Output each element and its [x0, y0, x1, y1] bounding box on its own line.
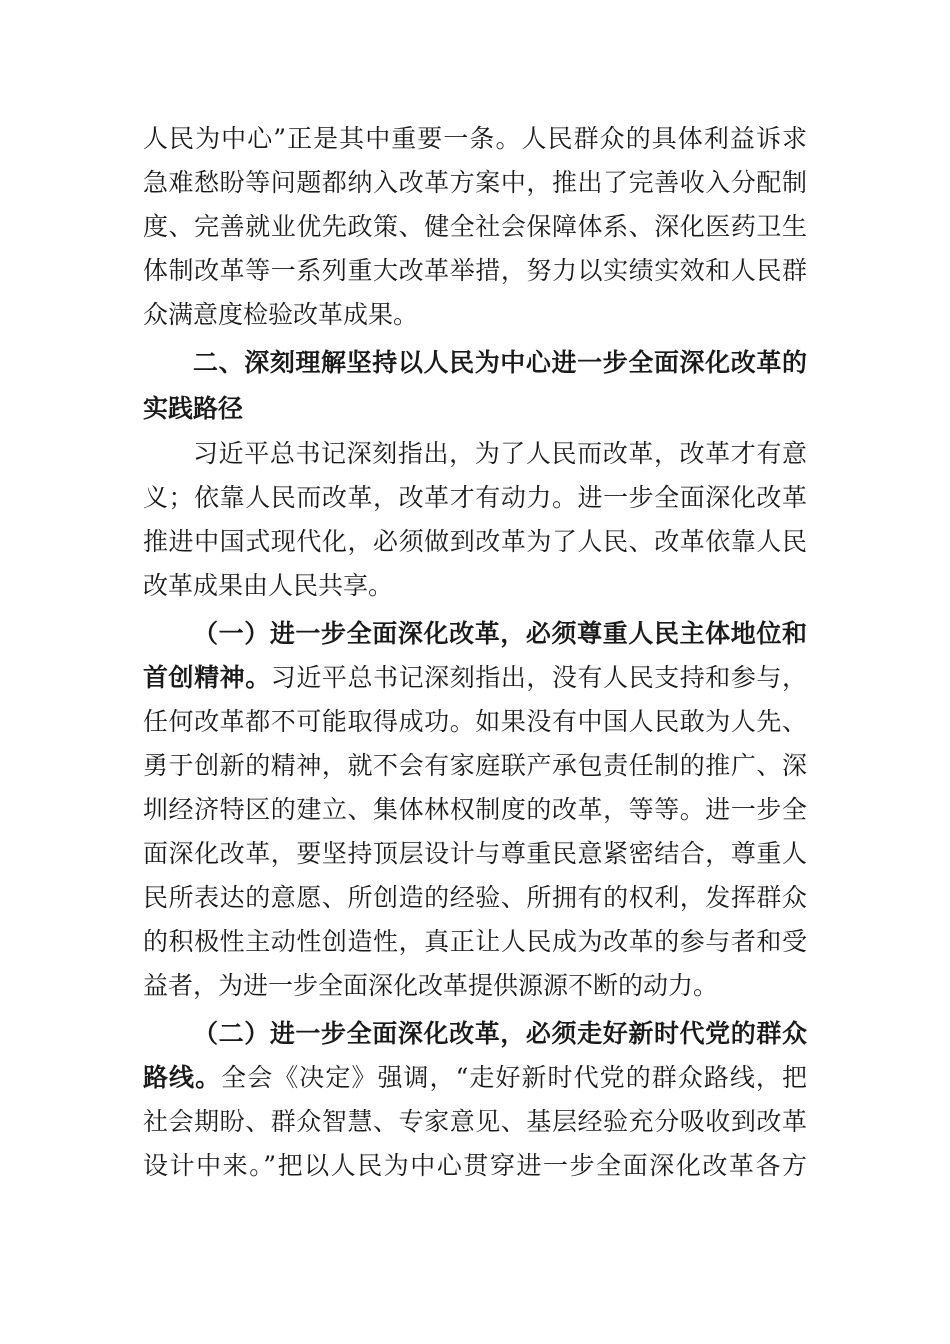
paragraph-4-line-2-text: 全会《决定》强调，“走好新时代党的群众路线，把: [221, 1063, 807, 1092]
paragraph-4-line-4: 设计中来。”把以人民为中心贯穿进一步全面深化改革各方: [143, 1151, 807, 1180]
paragraph-4-line-3: 社会期盼、群众智慧、专家意见、基层经验充分吸收到改革: [143, 1107, 807, 1136]
paragraph-3-line-3: 任何改革都不可能取得成功。如果没有中国人民敢为人先、: [143, 707, 807, 736]
subsection-2-title-line-2: 路线。: [143, 1063, 222, 1092]
paragraph-3-line-2-text: 习近平总书记深刻指出，没有人民支持和参与，: [270, 663, 807, 692]
paragraph-3-line-2: [143, 656, 807, 700]
paragraph-3-line-7: 民所表达的意愿、所创造的经验、所拥有的权利，发挥群众: [143, 883, 807, 912]
paragraph-2-line-3: 推进中国式现代化，必须做到改革为了人民、改革依靠人民: [143, 527, 807, 556]
section-heading-line-1: 二、深刻理解坚持以人民为中心进一步全面深化改革的: [193, 348, 807, 377]
paragraph-3-line-5: 圳经济特区的建立、集体林权制度的改革，等等。进一步全: [143, 795, 807, 824]
paragraph-4-line-2: [143, 1056, 807, 1100]
paragraph-3-line-8: 的积极性主动性创造性，真正让人民成为改革的参与者和受: [143, 927, 807, 956]
paragraph-1-line-2: 急难愁盼等问题都纳入改革方案中，推出了完善收入分配制: [143, 168, 807, 197]
paragraph-2-line-2: 义；依靠人民而改革，改革才有动力。进一步全面深化改革: [143, 483, 807, 512]
paragraph-3-line-4: 勇于创新的精神，就不会有家庭联产承包责任制的推广、深: [143, 751, 807, 780]
section-heading-line-2: 实践路径: [143, 394, 244, 423]
paragraph-2-line-4: 改革成果由人民共享。: [143, 571, 394, 600]
paragraph-1-line-3: 度、完善就业优先政策、健全社会保障体系、深化医药卫生: [143, 212, 807, 241]
paragraph-2-line-1: 习近平总书记深刻指出，为了人民而改革，改革才有意: [193, 439, 807, 468]
paragraph-3-line-6: 面深化改革，要坚持顶层设计与尊重民意紧密结合，尊重人: [143, 839, 807, 868]
subsection-2-title-line-1: （二）进一步全面深化改革，必须走好新时代党的群众: [193, 1019, 807, 1048]
subsection-1-title-line-1: （一）进一步全面深化改革，必须尊重人民主体地位和: [193, 619, 807, 648]
paragraph-1-line-4: 体制改革等一系列重大改革举措，努力以实绩实效和人民群: [143, 256, 807, 285]
paragraph-1-line-1: 人民为中心”正是其中重要一条。人民群众的具体利益诉求: [143, 124, 807, 153]
paragraph-3-line-9: 益者，为进一步全面深化改革提供源源不断的动力。: [143, 971, 719, 1000]
paragraph-1-line-5: 众满意度检验改革成果。: [143, 300, 419, 329]
subsection-1-title-line-2: 首创精神。: [143, 663, 271, 692]
